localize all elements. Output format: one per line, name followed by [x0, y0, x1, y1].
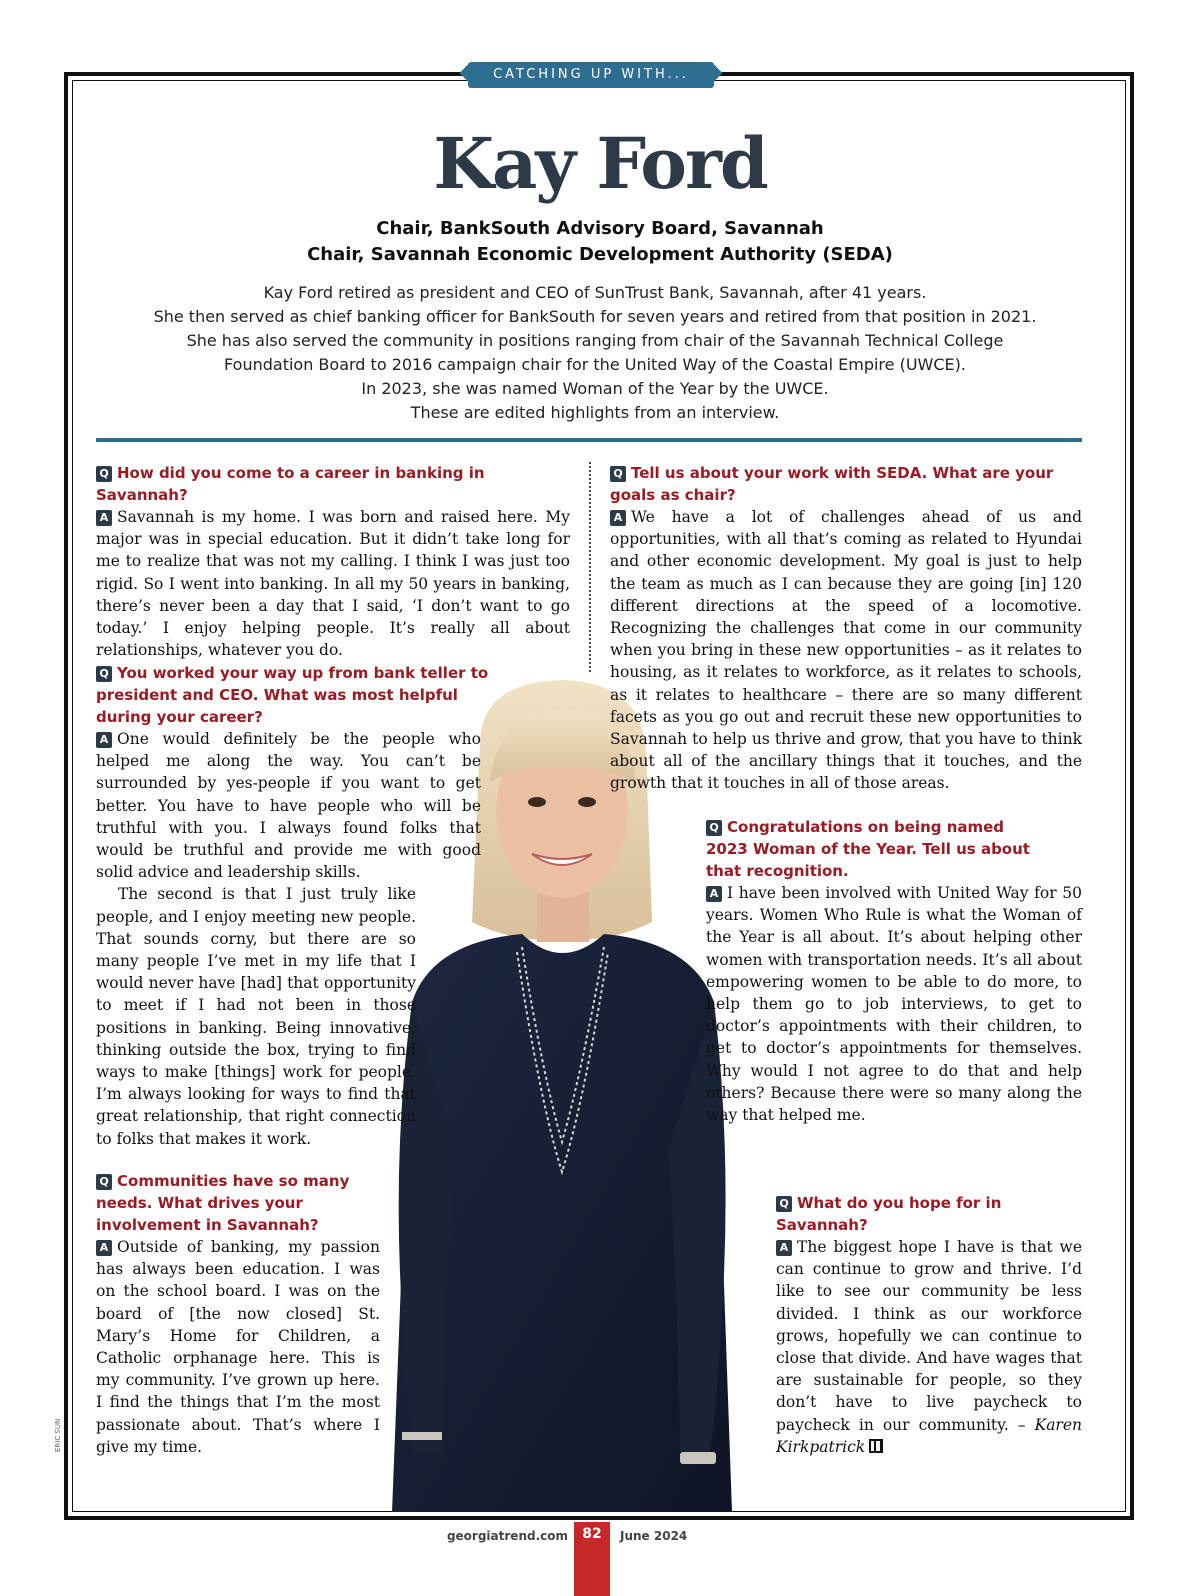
intro-line: She has also served the community in positions ranging from chair of the Savannah Technical College: [186, 331, 1004, 350]
answer-badge: A: [96, 732, 112, 748]
page-footer: [0, 1528, 1200, 1596]
question-6: Q What do you hope for in Savannah?: [776, 1194, 1002, 1234]
page-number: 82: [582, 1526, 602, 1542]
end-mark-icon: [869, 1439, 883, 1453]
question-badge: Q: [706, 820, 722, 836]
intro-line: In 2023, she was named Woman of the Year by the UWCE.: [361, 379, 829, 398]
question-badge: Q: [96, 1174, 112, 1190]
answer-badge: A: [96, 1240, 112, 1256]
question-badge: Q: [96, 466, 112, 482]
subtitle-role-2: Chair, Savannah Economic Development Authority (SEDA): [307, 244, 893, 265]
section-kicker: [462, 60, 720, 90]
qa-block-4: [610, 462, 1082, 795]
question-4: Q Tell us about your work with SEDA. What are your goals as chair?: [610, 464, 1054, 504]
answer-6: A The biggest hope I have is that we can continue to grow and thrive. I’d like to see our community be less divided. I think as our workforce grows, hopefully we can continue to close that divide. And have wages that are sustainable for people, so they don’t have to live paycheck to paycheck in our community. – Karen Kirkpatrick: [776, 1238, 1082, 1456]
answer-badge: A: [610, 510, 626, 526]
answer-badge: A: [776, 1240, 792, 1256]
answer-4: A We have a lot of challenges ahead of us and opportunities, with all that’s coming as related to Hyundai and other economic development. My goal is just to help the team as much as I can because they are going [in] 120 different directions at the speed of a locomotive. Recognizing the challenges that come in our community when you bring in these new opportunities – as it relates to housing, as it relates to workforce, as it relates to schools, as it relates to healthcare – there are so many different facets as you go out and recruit these new opportunities to Savannah to help us thrive and grow, that you have to think about all of the ancillary things that it touches, and the growth that it touches in all of those areas.: [610, 508, 1082, 793]
answer-1: A Savannah is my home. I was born and raised here. My major was in special education. But it didn’t take long for me to realize that was not my calling. I think I was just too rigid. So I went into banking. In all my 50 years in banking, there’s never been a day that I said, ‘I don’t want to go today.’ I enjoy helping people. It’s really all about relationships, whatever you do.: [96, 508, 570, 660]
intro-line: These are edited highlights from an interview.: [410, 403, 780, 422]
photo-credit: ERIC SUN: [54, 1418, 62, 1452]
subtitle-role-1: Chair, BankSouth Advisory Board, Savannah: [376, 218, 824, 239]
answer-2: A One would definitely be the people who helped me along the way. You can’t be surrounded by yes-people if you want to get better. You have to have people who will be truthful with you. I always found folks that would be truthful and provide me with good solid advice and leadership skills. The second is that I just truly like people, and I enjoy meeting new people. That sounds corny, but there are so many people I’ve met in my life that I would never have [had] that opportunity to meet if I had not been in those positions in banking. Being innovative, thinking outside the box, trying to find ways to make [things] work for people. I’m always looking for ways to find that great relationship, that right connection to folks that makes it work.: [96, 728, 481, 1150]
divider-rule: [96, 438, 1082, 442]
qa-block-5: [706, 816, 1082, 1126]
answer-3: A Outside of banking, my passion has always been education. I was on the school board. I was on the board of [the now closed] St. Mary’s Home for Children, a Catholic orphanage here. This is my community. I’ve grown up here. I find the things that I’m the most passionate about. That’s where I give my time.: [96, 1238, 380, 1456]
answer-2-paragraph-2: The second is that I just truly like people, and I enjoy meeting new people. That sounds corny, but there are so many people I’ve met in my life that I would never have [had] that opportunity to meet if I had not been in those positions in banking. Being innovative, thinking outside the box, trying to find ways to make [things] work for people. I’m always looking for ways to find that great relationship, that right connection to folks that makes it work.: [96, 885, 416, 1148]
question-badge: Q: [610, 466, 626, 482]
qa-block-3: [96, 1170, 380, 1458]
question-2: Q You worked your way up from bank teller to president and CEO. What was most helpful during your career?: [96, 664, 489, 726]
question-5: Q Congratulations on being named 2023 Woman of the Year. Tell us about that recognition.: [706, 818, 1030, 880]
qa-block-2: [96, 662, 506, 1150]
kicker-label: CATCHING UP WITH...: [468, 62, 714, 88]
answer-badge: A: [96, 510, 112, 526]
footer-site: georgiatrend.com: [446, 1529, 568, 1543]
byline: Karen Kirkpatrick: [776, 1415, 1082, 1456]
intro-line: She then served as chief banking officer for BankSouth for seven years and retired from that position in 2021.: [153, 307, 1037, 326]
footer-date: June 2024: [620, 1529, 688, 1543]
answer-5: A I have been involved with United Way for 50 years. Women Who Rule is what the Woman of the Year is all about. It’s about helping other women with transportation needs. It’s all about empowering women to be able to do more, to help them go to job interviews, to get to doctor’s appointments with their children, to get to doctor’s appointments for themselves. Why would I not agree to do that and help others? Because there were so many along the way that helped me.: [706, 884, 1082, 1125]
intro-line: Kay Ford retired as president and CEO of SunTrust Bank, Savannah, after 41 years.: [263, 283, 927, 302]
qa-block-1: [96, 462, 570, 661]
answer-badge: A: [706, 886, 722, 902]
question-3: Q Communities have so many needs. What drives your involvement in Savannah?: [96, 1172, 350, 1234]
question-1: Q How did you come to a career in banking in Savannah?: [96, 464, 485, 504]
question-badge: Q: [776, 1196, 792, 1212]
page-title: Kay Ford: [433, 122, 767, 205]
column-divider: [589, 462, 591, 672]
intro-line: Foundation Board to 2016 campaign chair for the United Way of the Coastal Empire (UWCE).: [224, 355, 966, 374]
intro-paragraph: [100, 281, 1090, 425]
question-badge: Q: [96, 666, 112, 682]
qa-block-6: [776, 1192, 1082, 1458]
